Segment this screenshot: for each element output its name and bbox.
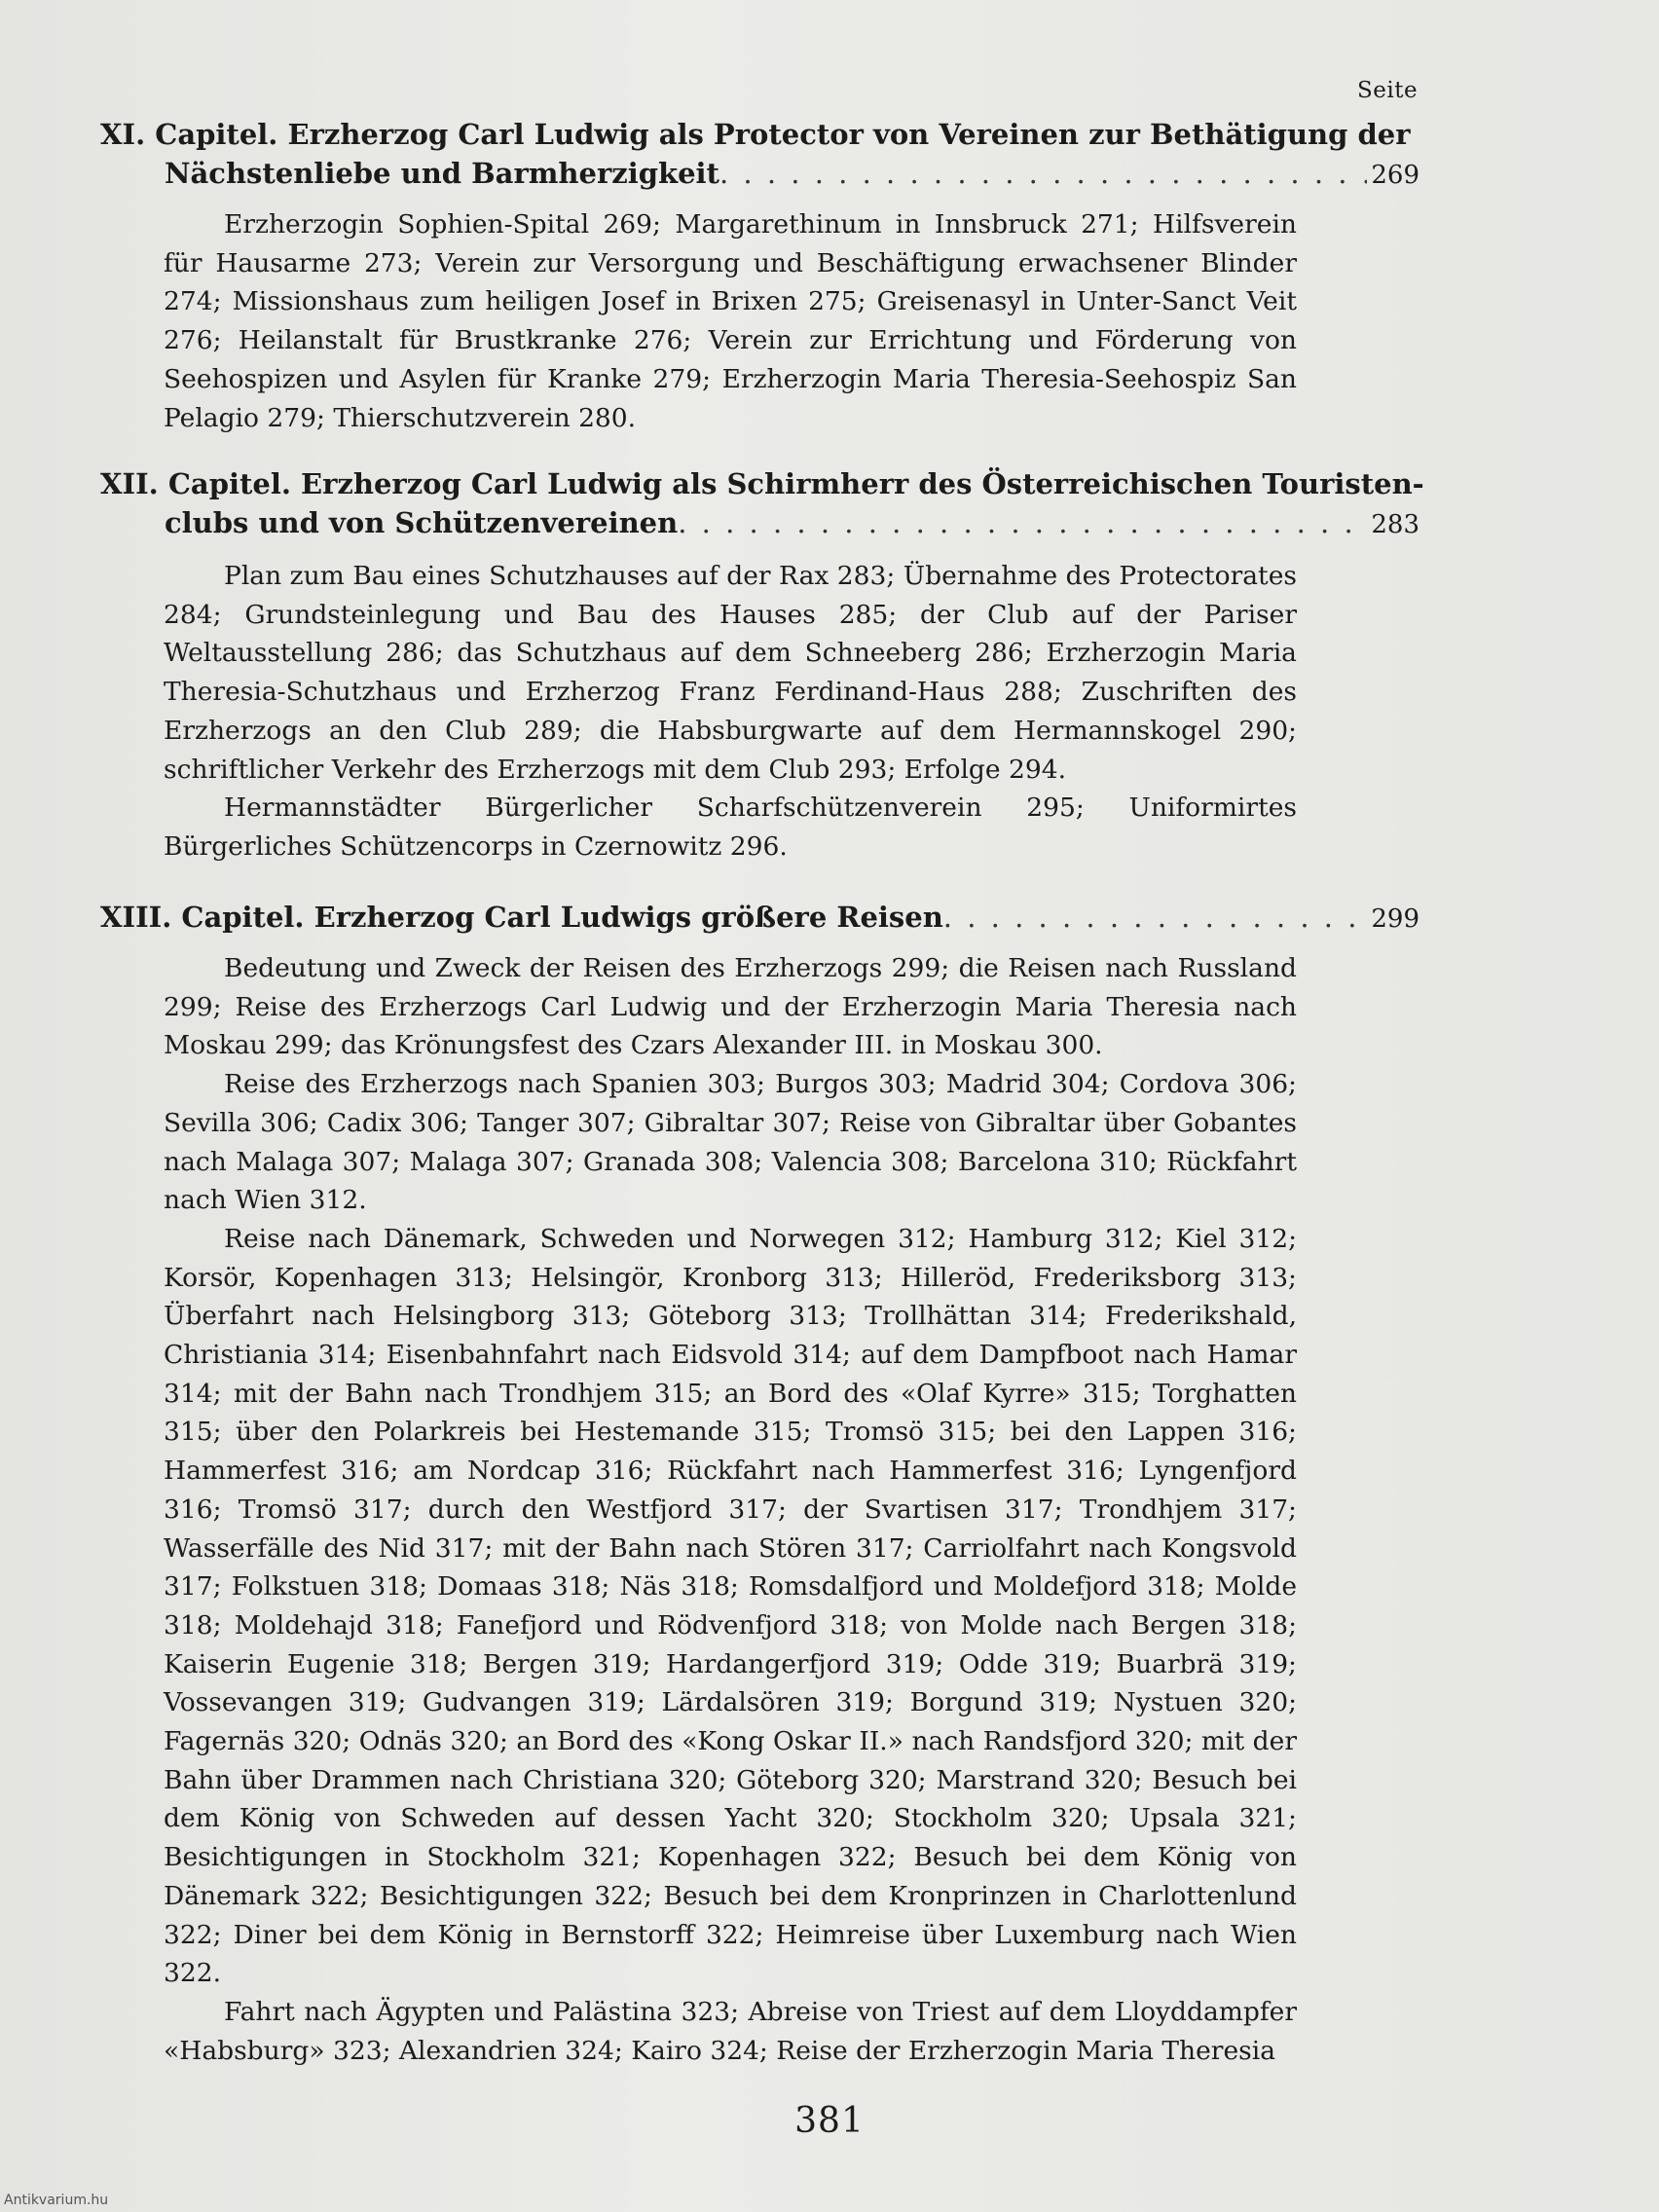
chapter-summary-xi xyxy=(164,205,1297,437)
chapter-summary-xiii xyxy=(164,949,1297,2070)
dot-leader xyxy=(719,154,1367,193)
summary-paragraph: Plan zum Bau eines Schutzhauses auf der Rax 283; Übernahme des Protectorates 284; Grundsteinlegung und Bau des Hauses 285; der Club auf der Pariser Weltausstellung 286; das Schutzhaus auf dem Schneeberg 286; Erzherzogin Maria Theresia-Schutzhaus und Erzherzog Franz Ferdinand-Haus 288; Zuschriften des Erzherzogs an den Club 289; die Habsburgwarte auf dem Hermannskogel 290; schriftlicher Verkehr des Erzherzogs mit dem Club 293; Erfolge 294. xyxy=(164,561,1297,785)
summary-paragraph: Bedeutung und Zweck der Reisen des Erzherzogs 299; die Reisen nach Russland 299; Reise des Erzherzogs Carl Ludwig und der Erzherzogin Maria Theresia nach Moskau 299; das Krönungsfest des Czars Alexander III. in Moskau 300. xyxy=(164,953,1297,1061)
seite-label: Seite xyxy=(1357,78,1419,103)
chapter-heading-xii xyxy=(100,464,1424,544)
chapter-title-text: XIII. Capitel. Erzherzog Carl Ludwigs größere Reisen xyxy=(100,901,943,934)
summary-paragraph: Erzherzogin Sophien-Spital 269; Margarethinum in Innsbruck 271; Hilfsverein für Hausarme 273; Verein zur Versorgung und Beschäftigung erwachsener Blinder 274; Missionshaus zum heiligen Josef in Brixen 275; Greisenasyl in Unter-Sanct Veit 276; Heilanstalt für Brustkranke 276; Verein zur Errichtung und Förderung von Seehospizen und Asylen für Kranke 279; Erzherzogin Maria Theresia-Seehospiz San Pelagio 279; Thierschutzverein 280. xyxy=(164,209,1297,433)
chapter-summary-xii xyxy=(164,557,1297,866)
chapter-title-line2 xyxy=(100,503,1419,544)
chapter-page-number: 269 xyxy=(1371,161,1419,190)
chapter-title-line2 xyxy=(100,154,1419,195)
summary-paragraph: Reise des Erzherzogs nach Spanien 303; Burgos 303; Madrid 304; Cordova 306; Sevilla 306; Cadix 306; Tanger 307; Gibraltar 307; Reise von Gibraltar über Gobantes nach Malaga 307; Malaga 307; Granada 308; Valencia 308; Barcelona 310; Rückfahrt nach Wien 312. xyxy=(164,1069,1297,1216)
chapter-title-line1 xyxy=(100,898,1419,939)
summary-paragraph: Fahrt nach Ägypten und Palästina 323; Abreise von Triest auf dem Lloyddampfer «Habsburg» 323; Alexandrien 324; Kairo 324; Reise der Erzherzogin Maria Theresia xyxy=(164,1996,1297,2066)
dot-leader xyxy=(943,898,1368,937)
chapter-heading-xiii xyxy=(100,898,1419,939)
watermark: Antikvarium.hu xyxy=(4,2193,109,2208)
chapter-page-number: 299 xyxy=(1371,904,1419,934)
chapter-heading-xi xyxy=(100,115,1419,195)
chapter-title-text: Nächstenliebe und Barmherzigkeit xyxy=(165,157,719,190)
chapter-page-number: 283 xyxy=(1371,510,1419,539)
page-number: 381 xyxy=(794,2101,865,2141)
chapter-title-text: clubs und von Schützenvereinen xyxy=(165,506,679,539)
chapter-title-line1: XII. Capitel. Erzherzog Carl Ludwig als Schirmherr des Österreichischen Touristen- xyxy=(100,467,1424,500)
summary-paragraph: Reise nach Dänemark, Schweden und Norwegen 312; Hamburg 312; Kiel 312; Korsör, Kopenhagen 313; Helsingör, Kronborg 313; Hilleröd, Frederiksborg 313; Überfahrt nach Helsingborg 313; Göteborg 313; Trollhättan 314; Frederikshald, Christiania 314; Eisenbahnfahrt nach Eidsvold 314; auf dem Dampfboot nach Hamar 314; mit der Bahn nach Trondhjem 315; an Bord des «Olaf Kyrre» 315; Torghatten 315; über den Polarkreis bei Hestemande 315; Tromsö 315; bei den Lappen 316; Hammerfest 316; am Nordcap 316; Rückfahrt nach Hammerfest 316; Lyngenfjord 316; Tromsö 317; durch den Westfjord 317; der Svartisen 317; Trondhjem 317; Wasserfälle des Nid 317; mit der Bahn nach Stören 317; Carriolfahrt nach Kongsvold 317; Folkstuen 318; Domaas 318; Näs 318; Romsdalfjord und Moldefjord 318; Molde 318; Moldehajd 318; Fanefjord und Rödvenfjord 318; von Molde nach Bergen 318; Kaiserin Eugenie 318; Bergen 319; Hardangerfjord 319; Odde 319; Buarbrä 319; Vossevangen 319; Gudvangen 319; Lärdalsören 319; Borgund 319; Nystuen 320; Fagernäs 320; Odnäs 320; an Bord des «Kong Oskar II.» nach Randsfjord 320; mit der Bahn über Drammen nach Christiana 320; Göteborg 320; Marstrand 320; Besuch bei dem König von Schweden auf dessen Yacht 320; Stockholm 320; Upsala 321; Besichtigungen in Stockholm 321; Kopenhagen 322; Besuch bei dem König von Dänemark 322; Besichtigungen 322; Besuch bei dem Kronprinzen in Charlottenlund 322; Diner bei dem König in Bernstorff 322; Heimreise über Luxemburg nach Wien 322. xyxy=(164,1223,1297,1989)
dot-leader xyxy=(678,503,1367,542)
chapter-title-line1: XI. Capitel. Erzherzog Carl Ludwig als Protector von Vereinen zur Bethätigung der xyxy=(100,118,1411,151)
summary-paragraph: Hermannstädter Bürgerlicher Scharfschützenverein 295; Uniformirtes Bürgerliches Schützencorps in Czernowitz 296. xyxy=(164,793,1297,862)
